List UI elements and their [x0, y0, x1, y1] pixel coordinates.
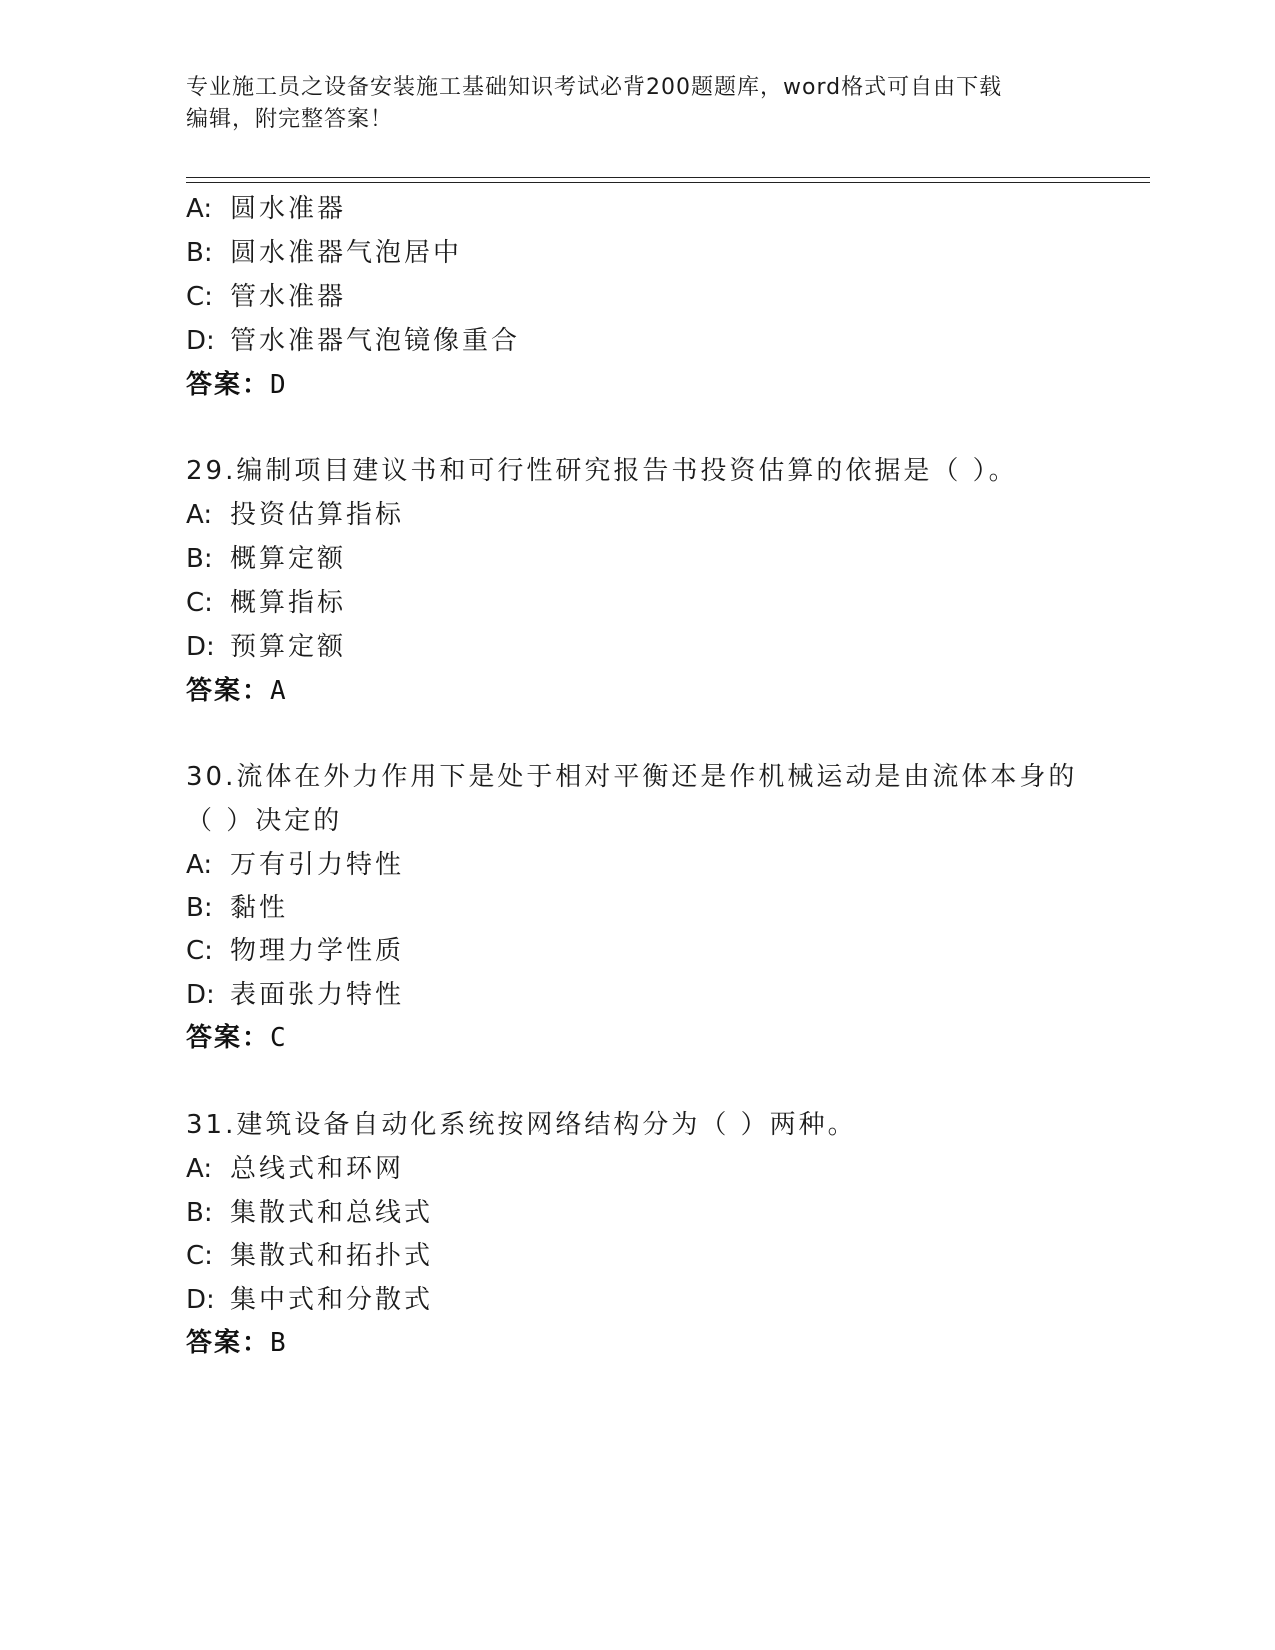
- option-c: C: 管水准器: [186, 282, 347, 312]
- option-a: A: 投资估算指标: [186, 500, 405, 530]
- option-c: C: 物理力学性质: [186, 936, 405, 966]
- header-title-line-2: 编辑，附完整答案！: [186, 107, 394, 132]
- option-b: B: 黏性: [186, 893, 289, 923]
- question-stem-continued: （ ）决定的: [186, 806, 343, 836]
- question-stem: 30.流体在外力作用下是处于相对平衡还是作机械运动是由流体本身的: [186, 762, 1078, 792]
- answer-line: 答案：C: [186, 1023, 286, 1053]
- header-title-line-1: 专业施工员之设备安装施工基础知识考试必背200题题库，word格式可自由下载: [186, 75, 1003, 100]
- answer-line: 答案：B: [186, 1328, 286, 1358]
- header-divider: [186, 177, 1150, 183]
- document-header: [186, 72, 1086, 136]
- option-d: D: 集中式和分散式: [186, 1285, 434, 1315]
- option-d: D: 表面张力特性: [186, 980, 405, 1010]
- option-c: C: 概算指标: [186, 588, 347, 618]
- question-stem: 29.编制项目建议书和可行性研究报告书投资估算的依据是（ ）。: [186, 456, 1018, 486]
- option-a: A: 万有引力特性: [186, 850, 405, 880]
- option-b: B: 圆水准器气泡居中: [186, 238, 463, 268]
- option-b: B: 集散式和总线式: [186, 1198, 434, 1228]
- option-d: D: 管水准器气泡镜像重合: [186, 326, 521, 356]
- option-b: B: 概算定额: [186, 544, 347, 574]
- option-c: C: 集散式和拓扑式: [186, 1241, 434, 1271]
- answer-line: 答案：A: [186, 676, 286, 706]
- option-a: A: 总线式和环网: [186, 1154, 405, 1184]
- option-a: A: 圆水准器: [186, 194, 347, 224]
- answer-line: 答案：D: [186, 370, 286, 400]
- option-d: D: 预算定额: [186, 632, 347, 662]
- question-stem: 31.建筑设备自动化系统按网络结构分为（ ）两种。: [186, 1110, 857, 1140]
